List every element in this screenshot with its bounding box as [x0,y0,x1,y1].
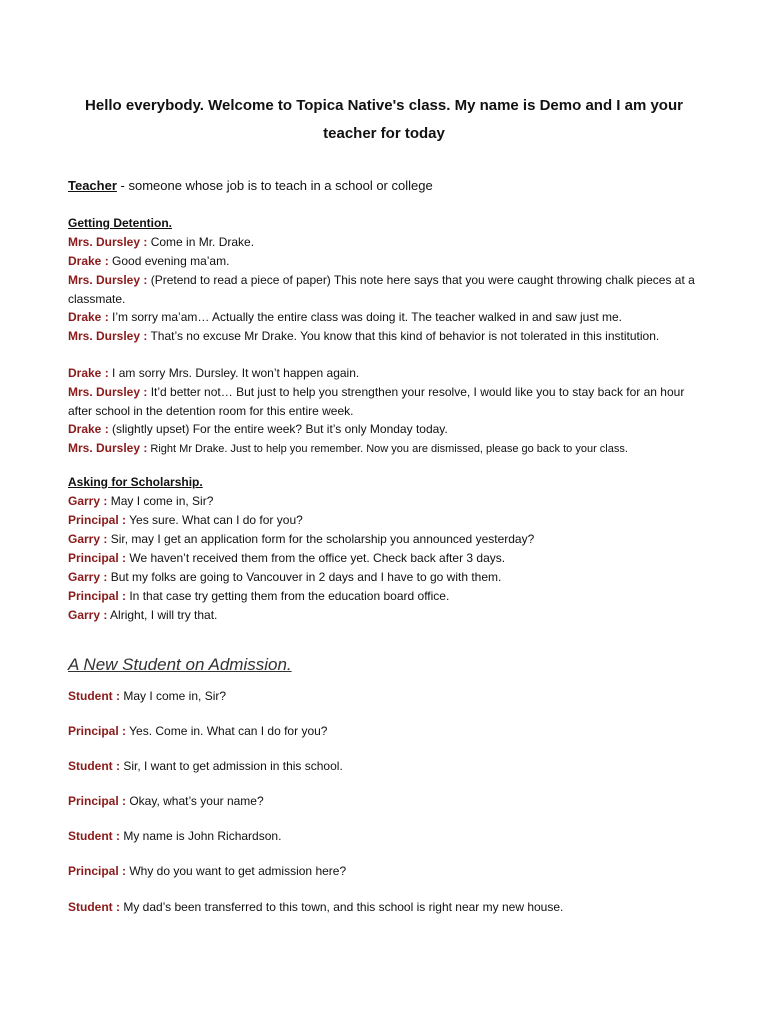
dialogue-line [68,898,708,917]
speaker-label: Mrs. Dursley : [68,329,148,343]
speaker-label: Principal : [68,551,127,565]
dialogue-line [68,549,708,568]
dialogue-text: May I come in, Sir? [120,689,227,703]
speaker-label: Mrs. Dursley : [68,273,148,287]
section-heading-admission: A New Student on Admission. [68,655,292,674]
dialogue-text: Right Mr Drake. Just to help you remember. Now you are dismissed, please go back to your class. [147,443,628,455]
dialogue-text: (slightly upset) For the entire week? But it’s only Monday today. [108,422,448,436]
dialogue-line [68,383,708,420]
speaker-label: Principal : [68,864,127,878]
dialogue-text: My dad’s been transferred to this town, and this school is right near my new house. [120,900,564,914]
speaker-label: Mrs. Dursley : [68,441,148,455]
section-heading-scholarship: Asking for Scholarship. [68,475,203,489]
dialogue-text: Come in Mr. Drake. [147,235,255,249]
dialogue-line [68,568,708,587]
dialogue-text: We haven’t received them from the office yet. Check back after 3 days. [126,551,506,565]
dialogue-text: In that case try getting them from the education board office. [126,589,450,603]
definition-term: Teacher [68,178,117,193]
definition [68,177,433,195]
speaker-label: Garry : [68,532,108,546]
dialogue-line [68,308,708,327]
dialogue-text: It’d better not… But just to help you strengthen your resolve, I would like you to stay back for an hour after school in the detention room for this entire week. [68,385,685,418]
dialogue-line [68,792,708,811]
definition-text: - someone whose job is to teach in a school or college [116,178,433,193]
dialogue-text: But my folks are going to Vancouver in 2 days and I have to go with them. [107,570,502,584]
dialogue-text: That’s no excuse Mr Drake. You know that this kind of behavior is not tolerated in this institution. [147,329,660,343]
speaker-label: Garry : [68,608,108,622]
dialogue-line [68,420,708,439]
dialogue-line [68,252,708,271]
dialogue-line [68,271,708,308]
dialogue-line [68,327,708,346]
dialogue-text: I’m sorry ma’am… Actually the entire class was doing it. The teacher walked in and saw just me. [108,310,623,324]
section-heading-detention: Getting Detention. [68,216,172,230]
speaker-label: Student : [68,900,120,914]
speaker-label: Drake : [68,366,109,380]
dialogue-line [68,587,708,606]
dialogue-text: Good evening ma’am. [108,254,230,268]
dialogue-text: Yes. Come in. What can I do for you? [126,724,328,738]
speaker-label: Drake : [68,254,109,268]
dialogue-line [68,233,708,252]
dialogue-line [68,439,708,459]
dialogue-line [68,492,708,511]
dialogue-text: (Pretend to read a piece of paper) This note here says that you were caught throwing chalk pieces at a classmate. [68,273,695,306]
speaker-label: Drake : [68,310,109,324]
dialogue-line [68,827,708,846]
speaker-label: Principal : [68,589,127,603]
dialogue-text: Okay, what’s your name? [126,794,264,808]
speaker-label: Mrs. Dursley : [68,385,148,399]
dialogue-line [68,364,708,383]
dialogue-text: Why do you want to get admission here? [126,864,347,878]
dialogue-text: May I come in, Sir? [107,494,214,508]
dialogue-text: Sir, may I get an application form for the scholarship you announced yesterday? [107,532,535,546]
speaker-label: Drake : [68,422,109,436]
dialogue-line [68,722,708,741]
speaker-label: Student : [68,689,120,703]
dialogue-line [68,530,708,549]
dialogue-text: My name is John Richardson. [120,829,282,843]
speaker-label: Student : [68,829,120,843]
speaker-label: Mrs. Dursley : [68,235,148,249]
dialogue-line [68,511,708,530]
dialogue-line [68,862,708,881]
speaker-label: Principal : [68,513,127,527]
speaker-label: Garry : [68,494,108,508]
page-title: Hello everybody. Welcome to Topica Native's class. My name is Demo and I am your teacher for today [85,97,683,142]
dialogue-text: Alright, I will try that. [107,608,218,622]
speaker-label: Principal : [68,724,127,738]
dialogue-line [68,606,708,625]
dialogue-text: Yes sure. What can I do for you? [126,513,303,527]
dialogue-line [68,757,708,776]
dialogue-text: I am sorry Mrs. Dursley. It won’t happen again. [108,366,360,380]
dialogue-line [68,687,708,706]
speaker-label: Garry : [68,570,108,584]
speaker-label: Principal : [68,794,127,808]
speaker-label: Student : [68,759,120,773]
dialogue-text: Sir, I want to get admission in this school. [120,759,343,773]
